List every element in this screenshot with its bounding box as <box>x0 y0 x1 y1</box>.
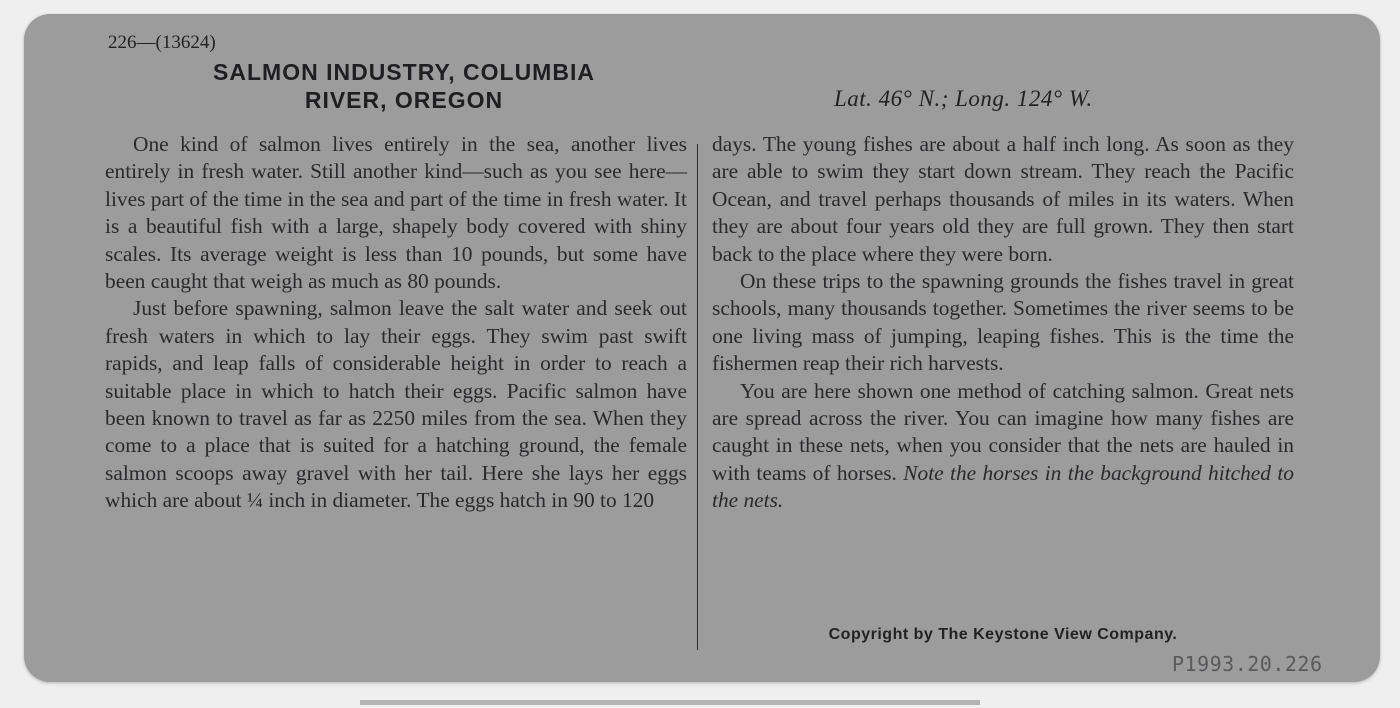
accession-number: P1993.20.226 <box>1172 652 1323 676</box>
stereograph-card-back <box>24 14 1380 682</box>
right-paragraph-3 <box>712 378 1294 515</box>
right-paragraph-3-text: You are here shown one method of catching salmon. Great nets are spread across the river. You can imagine how many fishes are caught in these nets, when you consider that the nets are hauled in with teams of horses. <box>712 378 1294 485</box>
left-paragraph-1: One kind of salmon lives entirely in the sea, another lives entirely in fresh water. Still another kind—such as you see here—lives part of the time in the sea and part of the time in fresh water. It is a beautiful fish with a large, shapely body covered with shiny scales. Its average weight is less than 10 pounds, but some have been caught that weigh as much as 80 pounds. <box>105 132 687 294</box>
left-paragraph-2: Just before spawning, salmon leave the salt water and seek out fresh waters in which to lay their eggs. They swim past swift rapids, and leap falls of considerable height in order to reach a suitable place in which to hatch their eggs. Pacific salmon have been known to travel as far as 2250 miles from the sea. When they come to a place that is suited for a hatching ground, the female salmon scoops away gravel with her tail. Here she lays her eggs which are about ¼ inch in diameter. The eggs hatch in 90 to 120 <box>105 296 687 513</box>
coordinates: Lat. 46° N.; Long. 124° W. <box>834 86 1093 111</box>
right-text-column <box>712 131 1294 515</box>
copyright-notice: Copyright by The Keystone View Company. <box>828 626 1178 643</box>
right-paragraph-2: On these trips to the spawning grounds the fishes travel in great schools, many thousands together. Sometimes the river seems to be one living mass of jumping, leaping fishes. This is the time the fishermen reap their rich harvests. <box>712 269 1294 376</box>
left-text-column <box>105 131 687 515</box>
column-divider <box>697 144 698 650</box>
title-line-2: RIVER, OREGON <box>304 87 504 113</box>
bottom-edge-line <box>360 700 980 705</box>
card-number: 226—(13624) <box>108 32 216 53</box>
title-line-1: SALMON INDUSTRY, COLUMBIA <box>213 59 595 85</box>
card-title <box>134 58 674 114</box>
right-paragraph-1: days. The young fishes are about a half inch long. As soon as they are able to swim they start down stream. They reach the Pacific Ocean, and travel perhaps thousands of miles in its waters. When they are about four years old they are full grown. They then start back to the place where they were born. <box>712 132 1294 266</box>
right-paragraph-3-italic: Note the horses in the background hitched to the nets. <box>712 460 1294 513</box>
